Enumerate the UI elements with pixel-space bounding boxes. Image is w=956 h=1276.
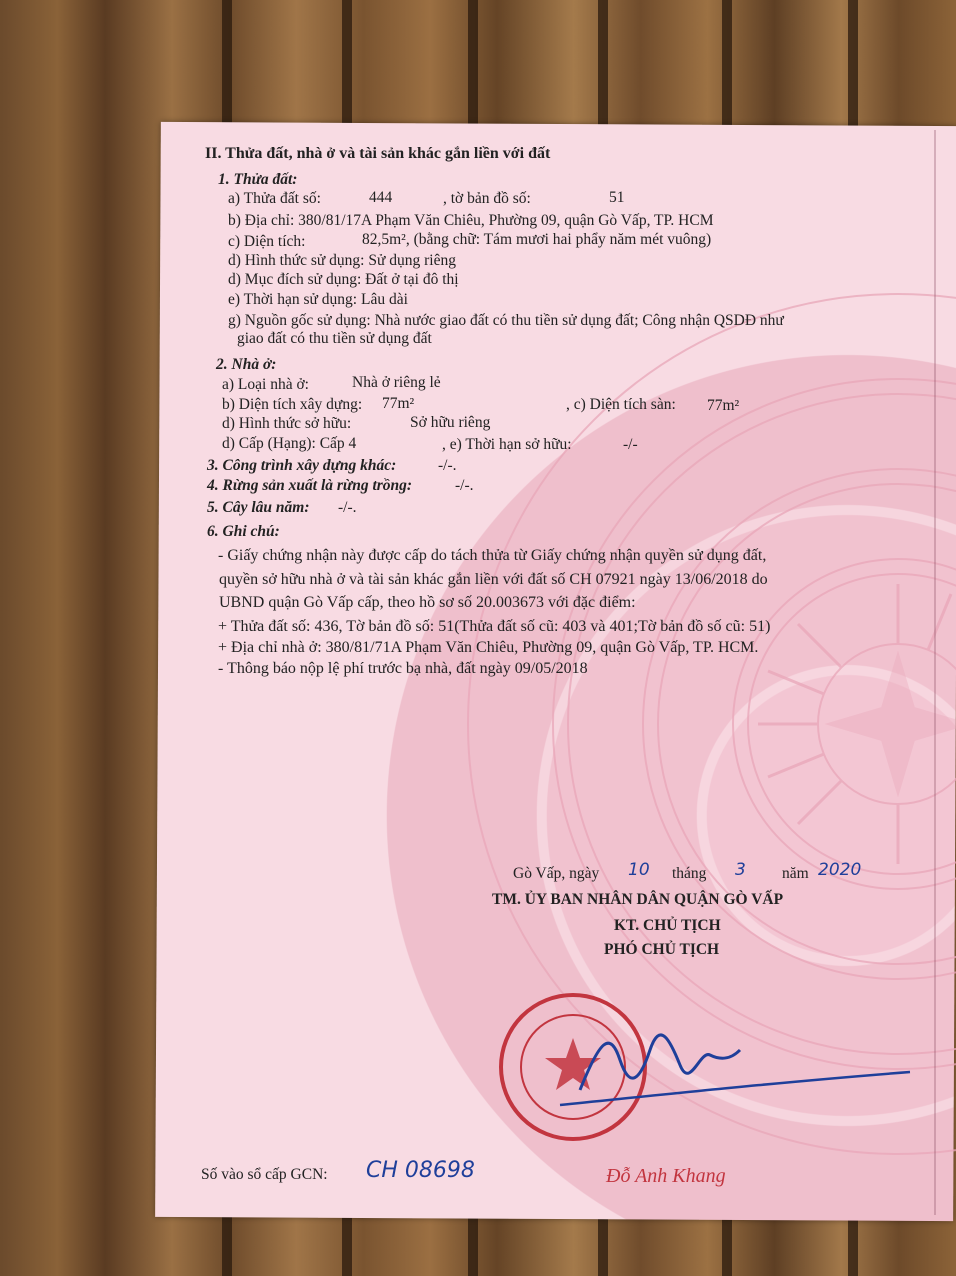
authority-line-2: KT. CHỦ TỊCH bbox=[614, 917, 721, 934]
date-prefix: Gò Vấp, ngày bbox=[513, 865, 600, 882]
land-use-term: e) Thời hạn sử dụng: Lâu dài bbox=[228, 291, 408, 308]
land-area-value: 82,5m², (bằng chữ: Tám mươi hai phẩy năm mét vuông) bbox=[362, 231, 712, 248]
note-line: UBND quận Gò Vấp cấp, theo hồ sơ số 20.003673 với đặc điểm: bbox=[219, 594, 636, 611]
house-build-area-label: b) Diện tích xây dựng: bbox=[222, 396, 363, 413]
land-map-value: 51 bbox=[609, 189, 625, 206]
registry-number: CH 08698 bbox=[366, 1158, 475, 1183]
forest-value: -/-. bbox=[455, 477, 474, 494]
house-build-area-value: 77m² bbox=[382, 395, 415, 412]
land-area-label: c) Diện tích: bbox=[228, 233, 306, 250]
date-month-label: tháng bbox=[672, 865, 707, 882]
section-title: II. Thửa đất, nhà ở và tài sản khác gắn liền với đất bbox=[205, 145, 551, 162]
land-origin-2: giao đất có thu tiền sử dụng đất bbox=[237, 330, 432, 347]
other-works-heading: 3. Công trình xây dựng khác: bbox=[207, 457, 397, 474]
other-works-value: -/-. bbox=[438, 457, 457, 474]
land-address: b) Địa chỉ: 380/81/17A Phạm Văn Chiêu, Phường 09, quận Gò Vấp, TP. HCM bbox=[228, 212, 714, 229]
date-month: 3 bbox=[735, 860, 746, 880]
land-map-label: , tờ bản đồ số: bbox=[443, 190, 531, 207]
house-term-label: , e) Thời hạn sở hữu: bbox=[442, 436, 572, 453]
note-line: + Thửa đất số: 436, Tờ bản đồ số: 51(Thửa đất số cũ: 403 và 401;Tờ bản đồ số cũ: 51) bbox=[218, 618, 771, 635]
note-line: + Địa chỉ nhà ở: 380/81/71A Phạm Văn Chiêu, Phường 09, quận Gò Vấp, TP. HCM. bbox=[218, 639, 759, 656]
note-line: - Giấy chứng nhận này được cấp do tách thửa từ Giấy chứng nhận quyền sử dụng đất, bbox=[218, 547, 767, 564]
note-line: quyền sở hữu nhà ở và tài sản khác gắn liền với đất số CH 07921 ngày 13/06/2018 do bbox=[219, 571, 768, 588]
forest-heading: 4. Rừng sản xuất là rừng trồng: bbox=[207, 477, 413, 494]
note-line: - Thông báo nộp lệ phí trước bạ nhà, đất ngày 09/05/2018 bbox=[218, 660, 588, 677]
authority-line-1: TM. ỦY BAN NHÂN DÂN QUẬN GÒ VẤP bbox=[492, 891, 784, 908]
land-use-form: d) Hình thức sử dụng: Sử dụng riêng bbox=[228, 252, 456, 269]
house-floor-area-label: , c) Diện tích sàn: bbox=[566, 396, 676, 413]
house-heading: 2. Nhà ở: bbox=[216, 356, 277, 373]
house-term-value: -/- bbox=[623, 436, 638, 453]
house-ownership-value: Sở hữu riêng bbox=[410, 414, 491, 431]
perennial-heading: 5. Cây lâu năm: bbox=[207, 499, 310, 516]
date-year: 2020 bbox=[818, 860, 862, 880]
land-use-purpose: d) Mục đích sử dụng: Đất ở tại đô thị bbox=[228, 271, 459, 288]
house-ownership-label: d) Hình thức sở hữu: bbox=[222, 415, 352, 432]
land-origin-1: g) Nguồn gốc sử dụng: Nhà nước giao đất có thu tiền sử dụng đất; Công nhận QSDĐ như bbox=[228, 312, 784, 329]
house-type-value: Nhà ở riêng lẻ bbox=[352, 374, 441, 391]
signer-name: Đỗ Anh Khang bbox=[606, 1165, 726, 1187]
page-fold bbox=[934, 130, 936, 1215]
house-grade: d) Cấp (Hạng): Cấp 4 bbox=[222, 435, 357, 452]
authority-line-3: PHÓ CHỦ TỊCH bbox=[604, 941, 720, 958]
house-floor-area-value: 77m² bbox=[707, 397, 740, 414]
land-heading: 1. Thửa đất: bbox=[218, 171, 298, 188]
registry-label: Số vào sổ cấp GCN: bbox=[201, 1166, 328, 1183]
land-parcel-value: 444 bbox=[369, 189, 393, 206]
house-type-label: a) Loại nhà ở: bbox=[222, 376, 309, 393]
land-parcel-label: a) Thửa đất số: bbox=[228, 190, 321, 207]
notes-heading: 6. Ghi chú: bbox=[207, 523, 280, 540]
date-year-label: năm bbox=[782, 865, 809, 882]
date-day: 10 bbox=[628, 860, 650, 880]
perennial-value: -/-. bbox=[338, 499, 357, 516]
signature-icon bbox=[540, 1020, 920, 1110]
